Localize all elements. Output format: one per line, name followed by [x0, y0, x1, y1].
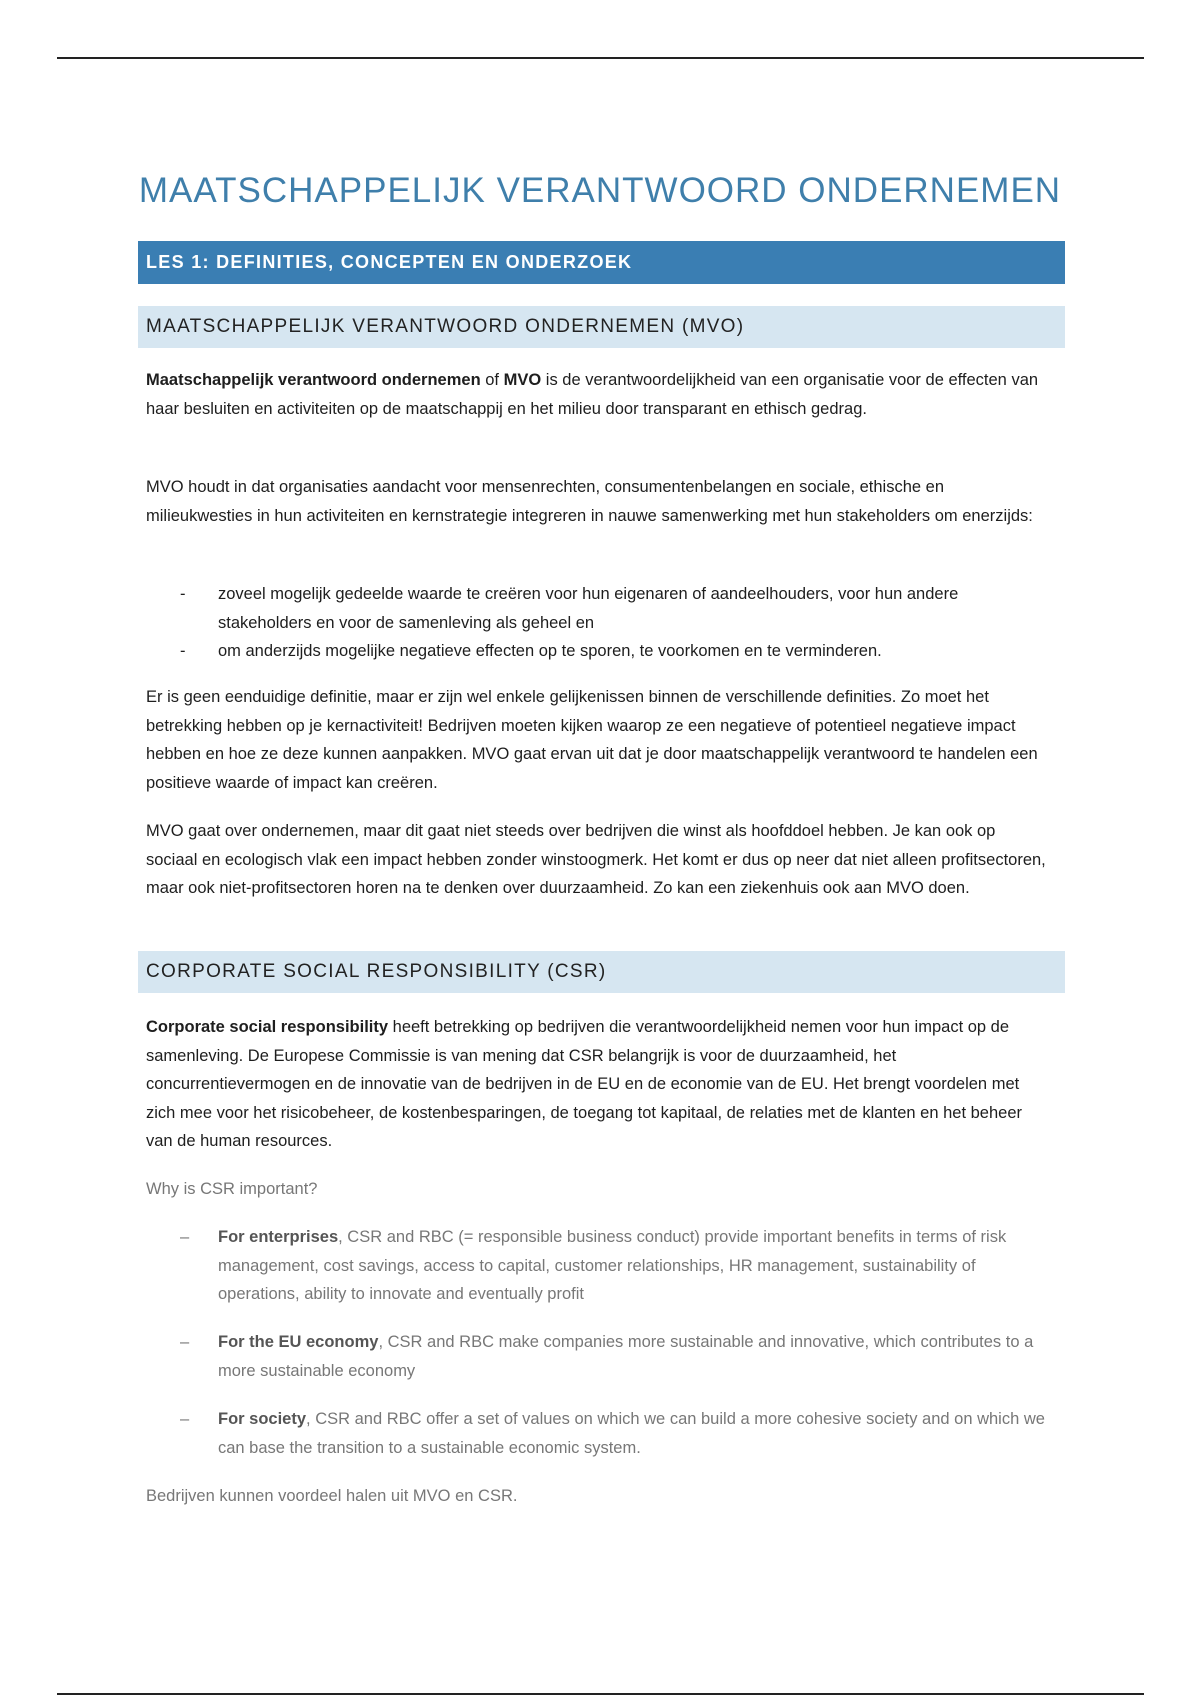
- mvo-definition-paragraph: Maatschappelijk verantwoord ondernemen of MVO is de verantwoordelijkheid van een organisatie voor de effecten van haar besluiten en activiteiten op de maatschappij en het milieu door transparant en ethisch gedrag.: [146, 371, 1039, 418]
- section-heading-csr: CORPORATE SOCIAL RESPONSIBILITY (CSR): [138, 951, 1065, 993]
- reason-item: For enterprises, CSR and RBC (= responsible business conduct) provide important benefits in terms of risk management, cost savings, access to capital, customer relationships, HR management, sustainability of operations, ability to innovate and eventually profit: [218, 1228, 1007, 1303]
- bullet-marker: -: [180, 585, 186, 603]
- list-item: om anderzijds mogelijke negatieve effecten op te sporen, te voorkomen en te verminderen.: [218, 642, 882, 660]
- closing-sentence: Bedrijven kunnen voordeel halen uit MVO en CSR.: [146, 1487, 518, 1505]
- section-heading-mvo: MAATSCHAPPELIJK VERANTWOORD ONDERNEMEN (MVO): [138, 306, 1065, 348]
- reason-marker: –: [180, 1333, 190, 1351]
- bottom-rule: [57, 1693, 1144, 1695]
- mvo-term: Maatschappelijk verantwoord ondernemen: [146, 371, 481, 389]
- list-item: zoveel mogelijk gedeelde waarde te creëren voor hun eigenaren of aandeelhouders, voor hun andere stakeholders en voor de samenleving als geheel en: [218, 585, 959, 632]
- why-csr-question: Why is CSR important?: [146, 1180, 318, 1198]
- reason-item: For the EU economy, CSR and RBC make companies more sustainable and innovative, which contributes to a more sustainable economy: [218, 1333, 1034, 1380]
- mvo-paragraph-3: Er is geen eenduidige definitie, maar er zijn wel enkele gelijkenissen binnen de verschillende definities. Zo moet het betrekking hebben op je kernactiviteit! Bedrijven moeten kijken waarop ze een negatieve of potentieel negatieve impact hebben en hoe ze deze kunnen aanpakken. MVO gaat ervan uit dat je door maatschappelijk verantwoord te handelen een positieve waarde of impact kan creëren.: [146, 688, 1038, 792]
- reason-marker: –: [180, 1410, 190, 1428]
- mvo-abbr: MVO: [503, 371, 542, 389]
- csr-definition-paragraph: Corporate social responsibility heeft betrekking op bedrijven die verantwoordelijkheid nemen voor hun impact op de samenleving. De Europese Commissie is van mening dat CSR belangrijk is voor de duurzaamheid, het concurrentievermogen en de innovatie van de bedrijven in de EU en de economie van de EU. Het brengt voordelen met zich mee voor het risicobeheer, de kostenbesparingen, de toegang tot kapitaal, de relaties met de klanten en het beheer van de human resources.: [146, 1018, 1022, 1150]
- mvo-paragraph-2: MVO houdt in dat organisaties aandacht voor mensenrechten, consumentenbelangen en sociale, ethische en milieukwesties in hun activiteiten en kernstrategie integreren in nauwe samenwerking met hun stakeholders om enerzijds:: [146, 478, 1033, 525]
- bullet-marker: -: [180, 642, 186, 660]
- document-title: MAATSCHAPPELIJK VERANTWOORD ONDERNEMEN: [138, 171, 1062, 211]
- lesson-heading: LES 1: DEFINITIES, CONCEPTEN EN ONDERZOEK: [138, 241, 1065, 284]
- csr-term: Corporate social responsibility: [146, 1018, 389, 1036]
- reason-item: For society, CSR and RBC offer a set of values on which we can build a more cohesive society and on which we can base the transition to a sustainable economic system.: [218, 1410, 1045, 1457]
- mvo-paragraph-4: MVO gaat over ondernemen, maar dit gaat niet steeds over bedrijven die winst als hoofddoel hebben. Je kan ook op sociaal en ecologisch vlak een impact hebben zonder winstoogmerk. Het komt er dus op neer dat niet alleen profitsectoren, maar ook niet-profitsectoren horen na te denken over duurzaamheid. Zo kan een ziekenhuis ook aan MVO doen.: [146, 822, 1046, 897]
- top-rule: [57, 57, 1144, 59]
- reason-marker: –: [180, 1228, 190, 1246]
